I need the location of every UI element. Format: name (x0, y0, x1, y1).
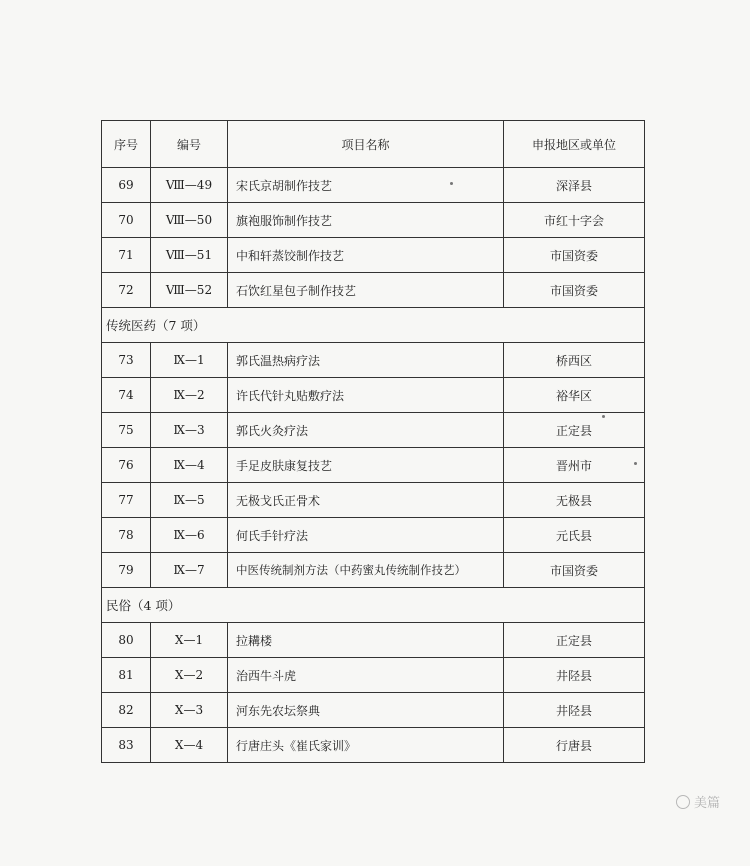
table-row (102, 483, 645, 518)
cell-area: 井陉县 (504, 693, 645, 728)
scan-speck (634, 462, 637, 465)
category-row-folk (102, 588, 645, 623)
table-row (102, 343, 645, 378)
cell-seq: 76 (102, 448, 151, 483)
cell-code: Ⅸ—1 (151, 343, 228, 378)
cell-name: 行唐庄头《崔氏家训》 (228, 728, 504, 763)
table-row (102, 378, 645, 413)
cell-name: 治西牛斗虎 (228, 658, 504, 693)
scan-speck (450, 182, 453, 185)
cell-code: Ⅸ—4 (151, 448, 228, 483)
cell-name: 郭氏火灸疗法 (228, 413, 504, 448)
table-row (102, 553, 645, 588)
cell-area: 深泽县 (504, 168, 645, 203)
cell-name: 何氏手针疗法 (228, 518, 504, 553)
cell-seq: 80 (102, 623, 151, 658)
cell-area: 市红十字会 (504, 203, 645, 238)
table-row (102, 448, 645, 483)
cell-seq: 75 (102, 413, 151, 448)
cell-seq: 79 (102, 553, 151, 588)
cell-name: 拉耩楼 (228, 623, 504, 658)
header-seq: 序号 (102, 121, 151, 168)
cell-area: 市国资委 (504, 238, 645, 273)
header-area: 申报地区或单位 (504, 121, 645, 168)
cell-code: Ⅷ—52 (151, 273, 228, 308)
table-row (102, 168, 645, 203)
cell-code: Ⅹ—4 (151, 728, 228, 763)
watermark-text: 美篇 (694, 796, 721, 811)
cell-code: Ⅸ—6 (151, 518, 228, 553)
scan-speck (602, 415, 605, 418)
cell-code: Ⅷ—50 (151, 203, 228, 238)
cell-code: Ⅹ—3 (151, 693, 228, 728)
cell-seq: 78 (102, 518, 151, 553)
cell-code: Ⅸ—2 (151, 378, 228, 413)
cell-area: 市国资委 (504, 553, 645, 588)
cell-seq: 82 (102, 693, 151, 728)
cell-code: Ⅸ—5 (151, 483, 228, 518)
table-row (102, 623, 645, 658)
cell-seq: 71 (102, 238, 151, 273)
heritage-list-table (101, 120, 645, 763)
cell-name: 中和轩蒸饺制作技艺 (228, 238, 504, 273)
cell-area: 元氏县 (504, 518, 645, 553)
cell-name: 中医传统制剂方法（中药蜜丸传统制作技艺） (228, 553, 504, 588)
header-name: 项目名称 (228, 121, 504, 168)
cell-name: 河东先农坛祭典 (228, 693, 504, 728)
cell-code: Ⅷ—51 (151, 238, 228, 273)
table-row (102, 238, 645, 273)
cell-seq: 74 (102, 378, 151, 413)
header-code: 编号 (151, 121, 228, 168)
cell-area: 行唐县 (504, 728, 645, 763)
cell-area: 裕华区 (504, 378, 645, 413)
cell-name: 旗袍服饰制作技艺 (228, 203, 504, 238)
cell-area: 正定县 (504, 623, 645, 658)
category-label: 民俗（4 项） (102, 588, 645, 623)
cell-area: 晋州市 (504, 448, 645, 483)
cell-code: Ⅸ—3 (151, 413, 228, 448)
table-row (102, 203, 645, 238)
cell-code: Ⅹ—2 (151, 658, 228, 693)
cell-seq: 72 (102, 273, 151, 308)
meipian-logo-icon (676, 795, 690, 809)
cell-code: Ⅹ—1 (151, 623, 228, 658)
cell-name: 郭氏温热病疗法 (228, 343, 504, 378)
category-label: 传统医药（7 项） (102, 308, 645, 343)
cell-area: 正定县 (504, 413, 645, 448)
category-row-medicine (102, 308, 645, 343)
cell-name: 无极戈氏正骨术 (228, 483, 504, 518)
table-row (102, 518, 645, 553)
cell-area: 市国资委 (504, 273, 645, 308)
cell-name: 宋氏京胡制作技艺 (228, 168, 504, 203)
table-row (102, 413, 645, 448)
table-row (102, 728, 645, 763)
cell-code: Ⅷ—49 (151, 168, 228, 203)
cell-area: 无极县 (504, 483, 645, 518)
cell-name: 手足皮肤康复技艺 (228, 448, 504, 483)
table-row (102, 273, 645, 308)
cell-seq: 69 (102, 168, 151, 203)
watermark (676, 792, 720, 811)
cell-name: 许氏代针丸贴敷疗法 (228, 378, 504, 413)
cell-name: 石饮红星包子制作技艺 (228, 273, 504, 308)
cell-seq: 83 (102, 728, 151, 763)
table-row (102, 658, 645, 693)
cell-seq: 70 (102, 203, 151, 238)
cell-area: 桥西区 (504, 343, 645, 378)
cell-seq: 73 (102, 343, 151, 378)
table-row (102, 693, 645, 728)
cell-seq: 77 (102, 483, 151, 518)
cell-seq: 81 (102, 658, 151, 693)
table-header-row (102, 121, 645, 168)
cell-code: Ⅸ—7 (151, 553, 228, 588)
cell-area: 井陉县 (504, 658, 645, 693)
